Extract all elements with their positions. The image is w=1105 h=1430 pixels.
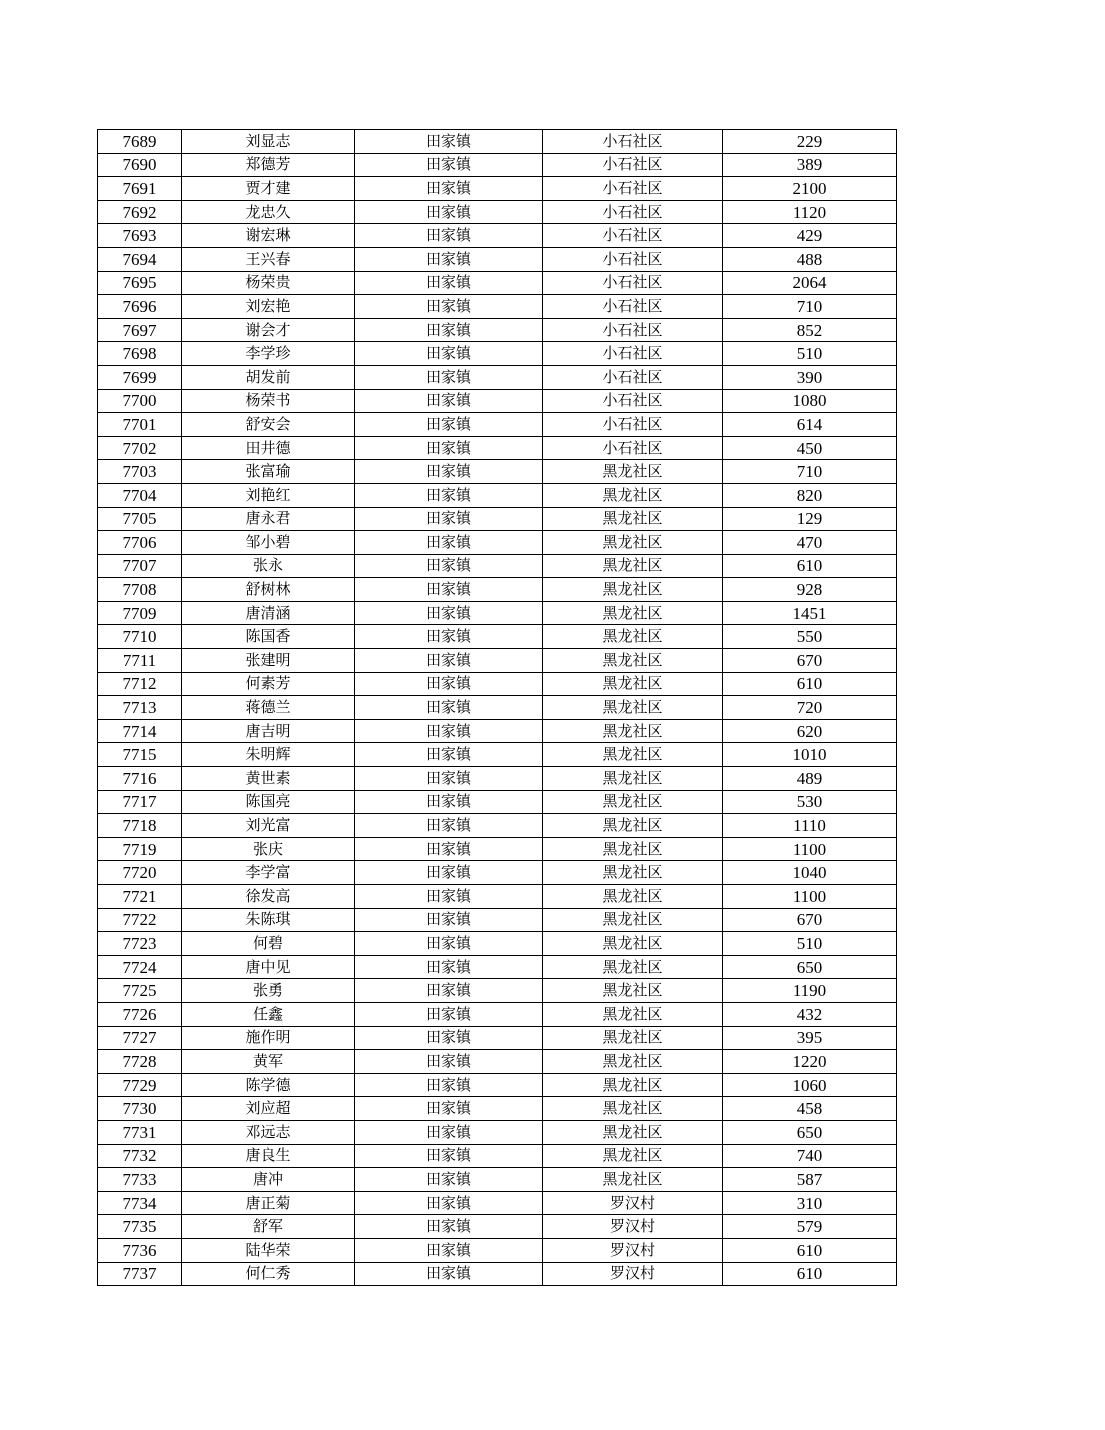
table-row — [98, 885, 897, 909]
cell-village: 小石社区 — [543, 413, 723, 437]
cell-amount: 229 — [723, 130, 897, 154]
cell-village: 小石社区 — [543, 318, 723, 342]
cell-amount: 458 — [723, 1097, 897, 1121]
cell-id: 7707 — [98, 554, 182, 578]
cell-id: 7735 — [98, 1215, 182, 1239]
cell-id: 7723 — [98, 932, 182, 956]
cell-town: 田家镇 — [355, 696, 543, 720]
cell-town: 田家镇 — [355, 1097, 543, 1121]
cell-amount: 1220 — [723, 1050, 897, 1074]
cell-village: 黑龙社区 — [543, 1026, 723, 1050]
cell-amount: 510 — [723, 932, 897, 956]
table-row — [98, 295, 897, 319]
cell-amount: 710 — [723, 295, 897, 319]
table-row — [98, 672, 897, 696]
cell-name: 唐吉明 — [182, 719, 355, 743]
cell-id: 7714 — [98, 719, 182, 743]
cell-amount: 432 — [723, 1002, 897, 1026]
data-table — [97, 129, 897, 1286]
cell-village: 黑龙社区 — [543, 955, 723, 979]
cell-name: 黄世素 — [182, 767, 355, 791]
cell-town: 田家镇 — [355, 1168, 543, 1192]
cell-amount: 310 — [723, 1191, 897, 1215]
cell-town: 田家镇 — [355, 861, 543, 885]
cell-id: 7719 — [98, 837, 182, 861]
cell-id: 7699 — [98, 365, 182, 389]
cell-amount: 620 — [723, 719, 897, 743]
cell-village: 黑龙社区 — [543, 1050, 723, 1074]
cell-town: 田家镇 — [355, 389, 543, 413]
cell-id: 7701 — [98, 413, 182, 437]
cell-name: 何素芳 — [182, 672, 355, 696]
cell-amount: 579 — [723, 1215, 897, 1239]
cell-amount: 670 — [723, 649, 897, 673]
table-row — [98, 177, 897, 201]
cell-village: 黑龙社区 — [543, 767, 723, 791]
cell-id: 7729 — [98, 1073, 182, 1097]
cell-town: 田家镇 — [355, 531, 543, 555]
cell-name: 李学富 — [182, 861, 355, 885]
cell-town: 田家镇 — [355, 1144, 543, 1168]
cell-town: 田家镇 — [355, 318, 543, 342]
cell-village: 罗汉村 — [543, 1262, 723, 1286]
cell-village: 黑龙社区 — [543, 696, 723, 720]
table-row — [98, 389, 897, 413]
cell-village: 黑龙社区 — [543, 837, 723, 861]
cell-name: 唐正菊 — [182, 1191, 355, 1215]
cell-amount: 1100 — [723, 885, 897, 909]
table-row — [98, 625, 897, 649]
cell-amount: 429 — [723, 224, 897, 248]
cell-village: 黑龙社区 — [543, 483, 723, 507]
cell-village: 黑龙社区 — [543, 1144, 723, 1168]
table-body — [98, 130, 897, 1286]
cell-village: 黑龙社区 — [543, 507, 723, 531]
cell-name: 刘艳红 — [182, 483, 355, 507]
table-row — [98, 696, 897, 720]
cell-id: 7709 — [98, 601, 182, 625]
cell-id: 7711 — [98, 649, 182, 673]
table-row — [98, 1262, 897, 1286]
cell-id: 7724 — [98, 955, 182, 979]
cell-town: 田家镇 — [355, 436, 543, 460]
cell-name: 朱陈琪 — [182, 908, 355, 932]
cell-town: 田家镇 — [355, 625, 543, 649]
cell-town: 田家镇 — [355, 1073, 543, 1097]
cell-name: 舒军 — [182, 1215, 355, 1239]
table-row — [98, 790, 897, 814]
cell-town: 田家镇 — [355, 271, 543, 295]
cell-name: 任鑫 — [182, 1002, 355, 1026]
cell-amount: 389 — [723, 153, 897, 177]
cell-name: 唐清涵 — [182, 601, 355, 625]
cell-amount: 129 — [723, 507, 897, 531]
cell-id: 7708 — [98, 578, 182, 602]
table-row — [98, 743, 897, 767]
cell-id: 7725 — [98, 979, 182, 1003]
cell-town: 田家镇 — [355, 224, 543, 248]
cell-town: 田家镇 — [355, 814, 543, 838]
cell-village: 黑龙社区 — [543, 861, 723, 885]
cell-town: 田家镇 — [355, 295, 543, 319]
cell-town: 田家镇 — [355, 1191, 543, 1215]
cell-name: 唐中见 — [182, 955, 355, 979]
cell-village: 黑龙社区 — [543, 1120, 723, 1144]
cell-name: 舒安会 — [182, 413, 355, 437]
cell-id: 7727 — [98, 1026, 182, 1050]
cell-name: 谢宏琳 — [182, 224, 355, 248]
cell-name: 邓远志 — [182, 1120, 355, 1144]
cell-name: 张建明 — [182, 649, 355, 673]
cell-id: 7716 — [98, 767, 182, 791]
cell-name: 唐永君 — [182, 507, 355, 531]
cell-village: 黑龙社区 — [543, 908, 723, 932]
cell-village: 小石社区 — [543, 224, 723, 248]
cell-amount: 470 — [723, 531, 897, 555]
table-row — [98, 1097, 897, 1121]
cell-village: 小石社区 — [543, 271, 723, 295]
cell-name: 张富瑜 — [182, 460, 355, 484]
cell-name: 刘宏艳 — [182, 295, 355, 319]
table-row — [98, 1002, 897, 1026]
cell-name: 陈国香 — [182, 625, 355, 649]
cell-id: 7693 — [98, 224, 182, 248]
cell-village: 小石社区 — [543, 295, 723, 319]
cell-name: 张勇 — [182, 979, 355, 1003]
table-row — [98, 1144, 897, 1168]
cell-amount: 1120 — [723, 200, 897, 224]
cell-amount: 550 — [723, 625, 897, 649]
cell-town: 田家镇 — [355, 885, 543, 909]
cell-town: 田家镇 — [355, 837, 543, 861]
cell-town: 田家镇 — [355, 601, 543, 625]
cell-id: 7732 — [98, 1144, 182, 1168]
cell-village: 小石社区 — [543, 365, 723, 389]
table-row — [98, 908, 897, 932]
table-row — [98, 365, 897, 389]
cell-amount: 488 — [723, 247, 897, 271]
cell-amount: 395 — [723, 1026, 897, 1050]
table-row — [98, 1026, 897, 1050]
cell-name: 刘应超 — [182, 1097, 355, 1121]
cell-amount: 1451 — [723, 601, 897, 625]
cell-village: 黑龙社区 — [543, 932, 723, 956]
cell-id: 7692 — [98, 200, 182, 224]
cell-name: 黄军 — [182, 1050, 355, 1074]
cell-id: 7704 — [98, 483, 182, 507]
table-row — [98, 649, 897, 673]
cell-amount: 1190 — [723, 979, 897, 1003]
cell-name: 朱明辉 — [182, 743, 355, 767]
cell-id: 7691 — [98, 177, 182, 201]
cell-id: 7717 — [98, 790, 182, 814]
table-row — [98, 271, 897, 295]
cell-village: 小石社区 — [543, 153, 723, 177]
table-row — [98, 767, 897, 791]
table-row — [98, 200, 897, 224]
table-row — [98, 837, 897, 861]
cell-village: 小石社区 — [543, 436, 723, 460]
cell-amount: 710 — [723, 460, 897, 484]
table-row — [98, 1120, 897, 1144]
cell-name: 张永 — [182, 554, 355, 578]
cell-town: 田家镇 — [355, 743, 543, 767]
cell-amount: 720 — [723, 696, 897, 720]
cell-id: 7696 — [98, 295, 182, 319]
table-row — [98, 1050, 897, 1074]
cell-id: 7695 — [98, 271, 182, 295]
cell-name: 张庆 — [182, 837, 355, 861]
cell-town: 田家镇 — [355, 932, 543, 956]
cell-name: 谢会才 — [182, 318, 355, 342]
cell-amount: 650 — [723, 1120, 897, 1144]
cell-id: 7698 — [98, 342, 182, 366]
cell-id: 7705 — [98, 507, 182, 531]
cell-town: 田家镇 — [355, 177, 543, 201]
cell-village: 小石社区 — [543, 130, 723, 154]
cell-name: 郑德芳 — [182, 153, 355, 177]
cell-name: 陈学德 — [182, 1073, 355, 1097]
cell-name: 陆华荣 — [182, 1238, 355, 1262]
cell-name: 唐冲 — [182, 1168, 355, 1192]
cell-id: 7722 — [98, 908, 182, 932]
cell-town: 田家镇 — [355, 247, 543, 271]
cell-village: 黑龙社区 — [543, 601, 723, 625]
cell-amount: 610 — [723, 554, 897, 578]
cell-village: 小石社区 — [543, 177, 723, 201]
table-row — [98, 153, 897, 177]
table-row — [98, 861, 897, 885]
cell-name: 王兴春 — [182, 247, 355, 271]
cell-village: 黑龙社区 — [543, 790, 723, 814]
cell-id: 7697 — [98, 318, 182, 342]
cell-id: 7736 — [98, 1238, 182, 1262]
cell-town: 田家镇 — [355, 1262, 543, 1286]
cell-amount: 1080 — [723, 389, 897, 413]
cell-village: 黑龙社区 — [543, 743, 723, 767]
table-row — [98, 460, 897, 484]
cell-town: 田家镇 — [355, 200, 543, 224]
cell-name: 何仁秀 — [182, 1262, 355, 1286]
cell-town: 田家镇 — [355, 554, 543, 578]
cell-town: 田家镇 — [355, 1238, 543, 1262]
cell-id: 7702 — [98, 436, 182, 460]
cell-amount: 610 — [723, 672, 897, 696]
cell-amount: 852 — [723, 318, 897, 342]
cell-village: 罗汉村 — [543, 1238, 723, 1262]
cell-town: 田家镇 — [355, 1215, 543, 1239]
cell-town: 田家镇 — [355, 342, 543, 366]
cell-village: 黑龙社区 — [543, 672, 723, 696]
cell-town: 田家镇 — [355, 1026, 543, 1050]
cell-village: 黑龙社区 — [543, 814, 723, 838]
table-row — [98, 932, 897, 956]
cell-amount: 510 — [723, 342, 897, 366]
cell-name: 徐发高 — [182, 885, 355, 909]
cell-town: 田家镇 — [355, 483, 543, 507]
table-row — [98, 979, 897, 1003]
cell-id: 7694 — [98, 247, 182, 271]
cell-village: 小石社区 — [543, 389, 723, 413]
cell-id: 7703 — [98, 460, 182, 484]
table-row — [98, 814, 897, 838]
table-row — [98, 1168, 897, 1192]
cell-amount: 1110 — [723, 814, 897, 838]
cell-id: 7715 — [98, 743, 182, 767]
cell-name: 杨荣书 — [182, 389, 355, 413]
cell-id: 7731 — [98, 1120, 182, 1144]
cell-id: 7713 — [98, 696, 182, 720]
cell-amount: 1100 — [723, 837, 897, 861]
cell-name: 胡发前 — [182, 365, 355, 389]
cell-town: 田家镇 — [355, 955, 543, 979]
table-row — [98, 483, 897, 507]
cell-id: 7718 — [98, 814, 182, 838]
cell-name: 舒树林 — [182, 578, 355, 602]
cell-id: 7734 — [98, 1191, 182, 1215]
cell-name: 刘光富 — [182, 814, 355, 838]
table-row — [98, 601, 897, 625]
cell-amount: 610 — [723, 1262, 897, 1286]
cell-village: 黑龙社区 — [543, 554, 723, 578]
cell-village: 黑龙社区 — [543, 1002, 723, 1026]
cell-name: 邹小碧 — [182, 531, 355, 555]
cell-id: 7726 — [98, 1002, 182, 1026]
cell-name: 贾才建 — [182, 177, 355, 201]
cell-amount: 820 — [723, 483, 897, 507]
cell-id: 7710 — [98, 625, 182, 649]
cell-name: 施作明 — [182, 1026, 355, 1050]
cell-village: 黑龙社区 — [543, 578, 723, 602]
cell-village: 黑龙社区 — [543, 1073, 723, 1097]
table-row — [98, 224, 897, 248]
cell-village: 黑龙社区 — [543, 531, 723, 555]
cell-amount: 650 — [723, 955, 897, 979]
cell-town: 田家镇 — [355, 1120, 543, 1144]
cell-village: 黑龙社区 — [543, 1097, 723, 1121]
table-row — [98, 247, 897, 271]
table-row — [98, 436, 897, 460]
table-row — [98, 554, 897, 578]
cell-name: 李学珍 — [182, 342, 355, 366]
cell-town: 田家镇 — [355, 365, 543, 389]
table-row — [98, 507, 897, 531]
cell-village: 黑龙社区 — [543, 1168, 723, 1192]
cell-name: 龙忠久 — [182, 200, 355, 224]
cell-amount: 610 — [723, 1238, 897, 1262]
cell-name: 何碧 — [182, 932, 355, 956]
table-row — [98, 413, 897, 437]
table-row — [98, 1191, 897, 1215]
cell-village: 黑龙社区 — [543, 625, 723, 649]
cell-name: 刘显志 — [182, 130, 355, 154]
cell-id: 7690 — [98, 153, 182, 177]
cell-village: 黑龙社区 — [543, 719, 723, 743]
cell-village: 罗汉村 — [543, 1191, 723, 1215]
cell-amount: 614 — [723, 413, 897, 437]
cell-town: 田家镇 — [355, 578, 543, 602]
cell-town: 田家镇 — [355, 460, 543, 484]
cell-id: 7730 — [98, 1097, 182, 1121]
cell-village: 黑龙社区 — [543, 885, 723, 909]
table-row — [98, 130, 897, 154]
cell-town: 田家镇 — [355, 1050, 543, 1074]
cell-amount: 450 — [723, 436, 897, 460]
cell-town: 田家镇 — [355, 719, 543, 743]
cell-village: 黑龙社区 — [543, 460, 723, 484]
cell-amount: 2100 — [723, 177, 897, 201]
cell-village: 小石社区 — [543, 247, 723, 271]
cell-amount: 1010 — [723, 743, 897, 767]
cell-id: 7689 — [98, 130, 182, 154]
cell-amount: 1060 — [723, 1073, 897, 1097]
table-row — [98, 531, 897, 555]
cell-id: 7733 — [98, 1168, 182, 1192]
cell-town: 田家镇 — [355, 649, 543, 673]
cell-amount: 530 — [723, 790, 897, 814]
cell-id: 7721 — [98, 885, 182, 909]
table-row — [98, 342, 897, 366]
cell-amount: 740 — [723, 1144, 897, 1168]
cell-town: 田家镇 — [355, 130, 543, 154]
cell-name: 陈国亮 — [182, 790, 355, 814]
cell-town: 田家镇 — [355, 507, 543, 531]
cell-amount: 390 — [723, 365, 897, 389]
cell-id: 7737 — [98, 1262, 182, 1286]
table-row — [98, 955, 897, 979]
cell-village: 黑龙社区 — [543, 979, 723, 1003]
cell-id: 7712 — [98, 672, 182, 696]
cell-town: 田家镇 — [355, 413, 543, 437]
table-row — [98, 1073, 897, 1097]
cell-village: 黑龙社区 — [543, 649, 723, 673]
cell-village: 罗汉村 — [543, 1215, 723, 1239]
cell-town: 田家镇 — [355, 790, 543, 814]
cell-amount: 587 — [723, 1168, 897, 1192]
cell-id: 7706 — [98, 531, 182, 555]
table-row — [98, 1238, 897, 1262]
cell-id: 7728 — [98, 1050, 182, 1074]
cell-amount: 2064 — [723, 271, 897, 295]
cell-id: 7700 — [98, 389, 182, 413]
table-row — [98, 719, 897, 743]
cell-name: 田井德 — [182, 436, 355, 460]
cell-village: 小石社区 — [543, 342, 723, 366]
table-row — [98, 318, 897, 342]
cell-name: 唐良生 — [182, 1144, 355, 1168]
cell-village: 小石社区 — [543, 200, 723, 224]
cell-town: 田家镇 — [355, 908, 543, 932]
cell-name: 杨荣贵 — [182, 271, 355, 295]
cell-town: 田家镇 — [355, 153, 543, 177]
cell-amount: 1040 — [723, 861, 897, 885]
cell-town: 田家镇 — [355, 767, 543, 791]
cell-amount: 670 — [723, 908, 897, 932]
cell-town: 田家镇 — [355, 672, 543, 696]
table-row — [98, 1215, 897, 1239]
cell-id: 7720 — [98, 861, 182, 885]
cell-town: 田家镇 — [355, 979, 543, 1003]
cell-name: 蒋德兰 — [182, 696, 355, 720]
cell-town: 田家镇 — [355, 1002, 543, 1026]
cell-amount: 928 — [723, 578, 897, 602]
table-row — [98, 578, 897, 602]
cell-amount: 489 — [723, 767, 897, 791]
